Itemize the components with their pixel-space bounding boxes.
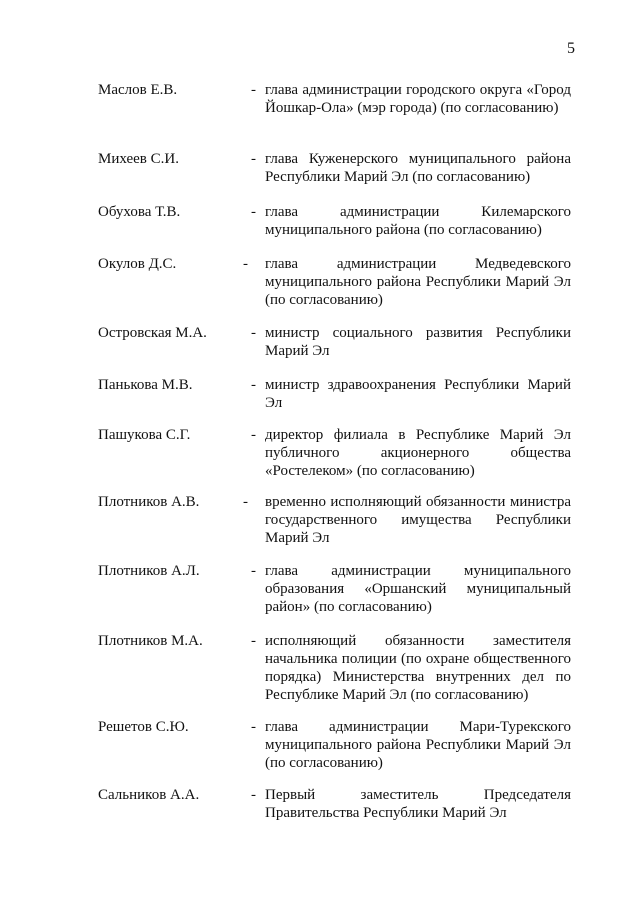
member-position: глава Куженерского муниципального района Республики Марий Эл (по согласованию) xyxy=(265,151,571,185)
member-position: министр здравоохранения Республики Марий Эл xyxy=(265,377,571,411)
member-position: временно исполняющий обязанности министра государственного имущества Республики Марий Эл xyxy=(265,494,571,546)
dash-separator: - xyxy=(243,256,248,272)
dash-separator: - xyxy=(251,787,256,803)
member-name: Сальников А.А. xyxy=(98,787,200,803)
dash-separator: - xyxy=(251,563,256,579)
member-name: Плотников М.А. xyxy=(98,633,203,649)
dash-separator: - xyxy=(251,719,256,735)
member-position: Первый заместитель Председателя Правительства Республики Марий Эл xyxy=(265,787,571,821)
member-position: глава администрации Медведевского муниципального района Республики Марий Эл (по согласованию) xyxy=(265,256,571,308)
dash-separator: - xyxy=(251,151,256,167)
member-position: глава администрации Килемарского муниципального района (по согласованию) xyxy=(265,204,571,238)
member-name: Панькова М.В. xyxy=(98,377,193,393)
member-name: Обухова Т.В. xyxy=(98,204,181,220)
member-name: Плотников А.Л. xyxy=(98,563,200,579)
dash-separator: - xyxy=(251,82,256,98)
dash-separator: - xyxy=(251,325,256,341)
dash-separator: - xyxy=(251,427,256,443)
member-name: Плотников А.В. xyxy=(98,494,200,510)
page-number: 5 xyxy=(567,40,575,57)
member-name: Решетов С.Ю. xyxy=(98,719,189,735)
member-position: глава администрации городского округа «Город Йошкар-Ола» (мэр города) (по согласованию) xyxy=(265,82,571,116)
member-name: Пашукова С.Г. xyxy=(98,427,191,443)
member-name: Маслов Е.В. xyxy=(98,82,178,98)
member-position: глава администрации муниципального образования «Оршанский муниципальный район» (по согласованию) xyxy=(265,563,571,615)
member-position: исполняющий обязанности заместителя начальника полиции (по охране общественного порядка) Министерства внутренних дел по Республике Марий Эл (по согласованию) xyxy=(265,633,571,703)
member-position: директор филиала в Республике Марий Эл публичного акционерного общества «Ростелеком» (по согласованию) xyxy=(265,427,571,479)
dash-separator: - xyxy=(251,204,256,220)
dash-separator: - xyxy=(251,377,256,393)
member-name: Окулов Д.С. xyxy=(98,256,177,272)
member-name: Михеев С.И. xyxy=(98,151,179,167)
member-name: Островская М.А. xyxy=(98,325,207,341)
dash-separator: - xyxy=(243,494,248,510)
dash-separator: - xyxy=(251,633,256,649)
member-position: глава администрации Мари-Турекского муниципального района Республики Марий Эл (по согласованию) xyxy=(265,719,571,771)
member-position: министр социального развития Республики Марий Эл xyxy=(265,325,571,359)
